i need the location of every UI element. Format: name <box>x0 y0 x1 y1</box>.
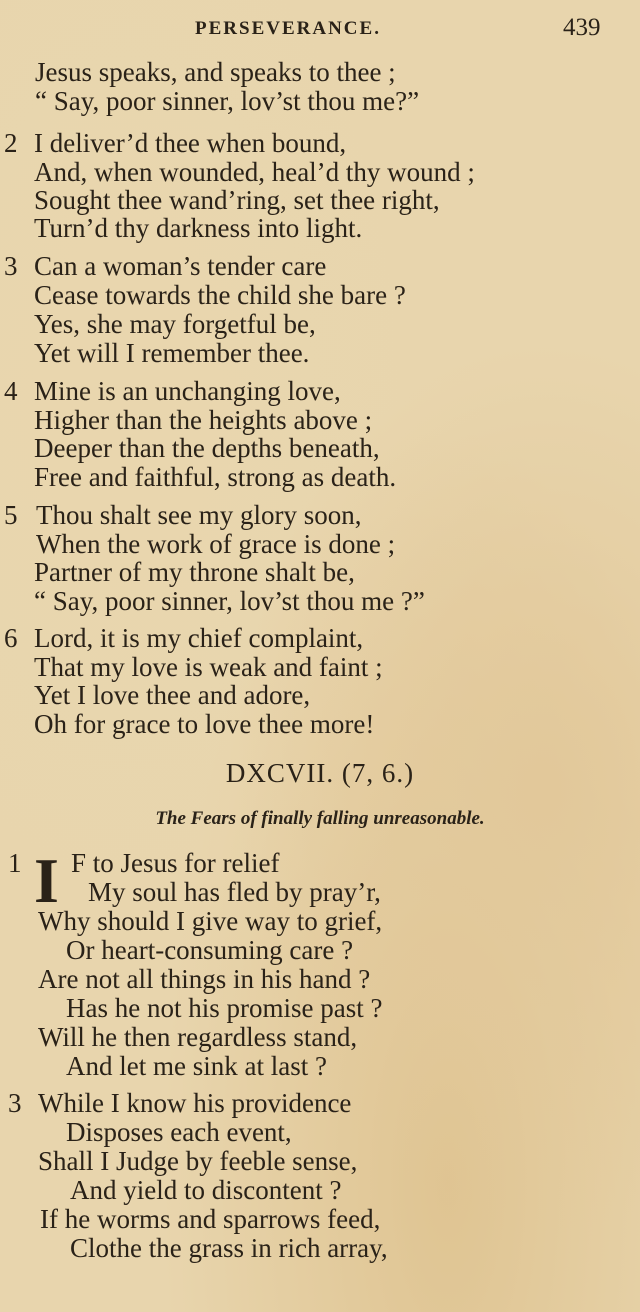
stanza-number: 5 <box>4 500 18 530</box>
stanza-number: 4 <box>4 376 18 406</box>
verse-line: Deeper than the depths beneath, <box>34 433 380 463</box>
stanza-number: 1 <box>8 848 22 878</box>
verse-line: Lord, it is my chief complaint, <box>34 623 364 653</box>
verse-line: Will he then regardless stand, <box>38 1022 358 1052</box>
verse-line: Why should I give way to grief, <box>38 906 383 936</box>
verse-line: And let me sink at last ? <box>66 1051 327 1081</box>
verse-line: Jesus speaks, and speaks to thee ; <box>35 57 396 87</box>
verse-line: Cease towards the child she bare ? <box>34 280 406 310</box>
page-number: 439 <box>563 14 601 41</box>
verse-line: Disposes each event, <box>66 1117 292 1147</box>
verse-line: Mine is an unchanging love, <box>34 376 341 406</box>
stanza-number: 3 <box>4 251 18 281</box>
verse-line: “ Say, poor sinner, lov’st thou me?” <box>35 86 420 116</box>
stanza-number: 6 <box>4 623 18 653</box>
verse-line: Clothe the grass in rich array, <box>70 1233 388 1263</box>
verse-line: Shall I Judge by feeble sense, <box>38 1146 358 1176</box>
verse-line: F to Jesus for relief <box>71 848 280 878</box>
stanza-number: 2 <box>4 128 18 158</box>
hymn-number: DXCVII. (7, 6.) <box>225 758 415 788</box>
verse-line: Oh for grace to love thee more! <box>34 709 375 739</box>
verse-line: “ Say, poor sinner, lov’st thou me ?” <box>34 586 425 616</box>
verse-line: Higher than the heights above ; <box>34 405 373 435</box>
verse-line: Or heart-consuming care ? <box>66 935 354 965</box>
verse-line: Yet will I remember thee. <box>34 338 310 368</box>
verse-line: That my love is weak and faint ; <box>34 652 383 682</box>
verse-line: And yield to discontent ? <box>70 1175 342 1205</box>
verse-line: Are not all things in his hand ? <box>38 964 371 994</box>
verse-line: Thou shalt see my glory soon, <box>36 500 362 530</box>
verse-line: Turn’d thy darkness into light. <box>34 213 363 243</box>
verse-line: If he worms and sparrows feed, <box>40 1204 381 1234</box>
verse-line: Free and faithful, strong as death. <box>34 462 397 492</box>
verse-line: And, when wounded, heal’d thy wound ; <box>34 157 475 187</box>
running-head <box>0 14 640 44</box>
stanza-number: 3 <box>8 1088 22 1118</box>
verse-line: Partner of my throne shalt be, <box>34 557 355 587</box>
verse-line: Yet I love thee and adore, <box>34 680 311 710</box>
running-title: PERSEVERANCE. <box>195 18 381 39</box>
verse-line: I deliver’d thee when bound, <box>34 128 347 158</box>
verse-line: When the work of grace is done ; <box>36 529 396 559</box>
drop-cap: I <box>34 845 59 916</box>
verse-line: Can a woman’s tender care <box>34 251 327 281</box>
verse-line: Yes, she may forgetful be, <box>34 309 316 339</box>
hymn-subtitle: The Fears of finally falling unreasonable. <box>155 808 485 829</box>
verse-line: While I know his providence <box>38 1088 352 1118</box>
verse-line: Sought thee wand’ring, set thee right, <box>34 185 440 215</box>
verse-line: My soul has fled by pray’r, <box>88 877 381 907</box>
verse-line: Has he not his promise past ? <box>66 993 383 1023</box>
